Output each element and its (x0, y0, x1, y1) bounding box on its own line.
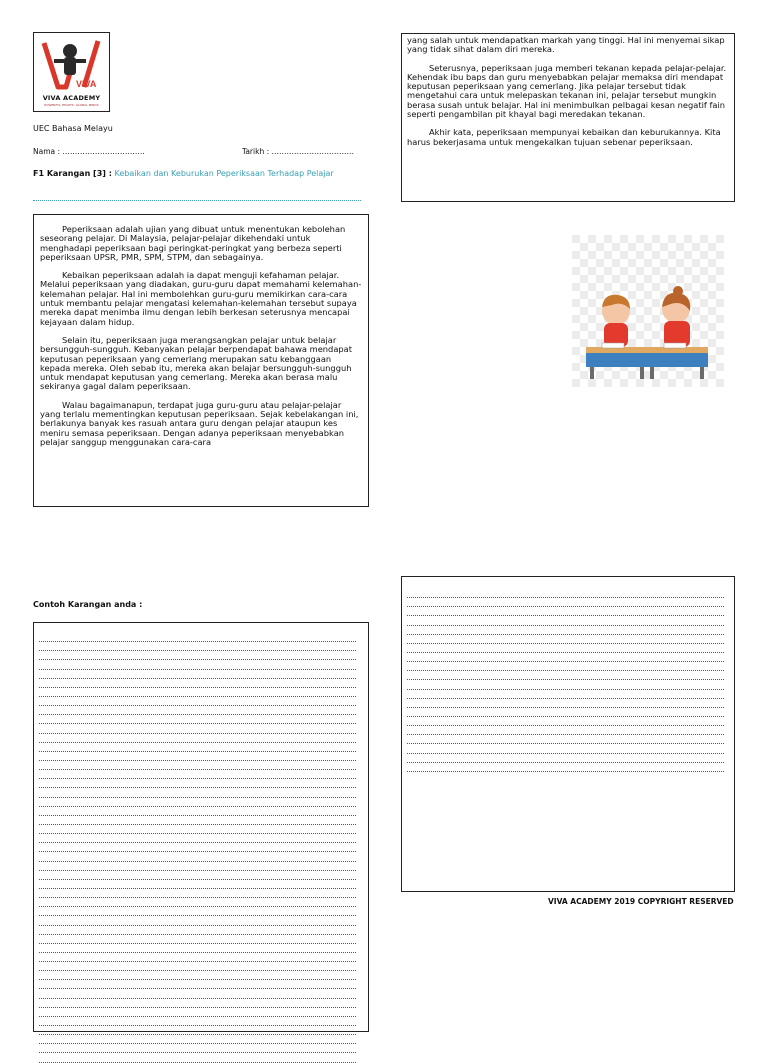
writing-line[interactable] (39, 779, 356, 788)
writing-line[interactable] (39, 962, 356, 971)
writing-line[interactable] (39, 816, 356, 825)
writing-line[interactable] (407, 671, 724, 680)
writing-line[interactable] (39, 734, 356, 743)
essay-paragraph: Walau bagaimanapun, terdapat juga guru-guru atau pelajar-pelajar yang terlalu mementingkan keputusan peperiksaan. Sejak kebelakangan ini, berlakunya banyak kes rasuah antara guru dengan pelajar ataupun kes meniru semasa peperiksaan. Dengan adanya peperiksaan menyebabkan pelajar sanggup menggunakan cara-cara (40, 399, 359, 447)
writing-line[interactable] (39, 852, 356, 861)
writing-line[interactable] (407, 717, 724, 726)
writing-line[interactable] (407, 763, 724, 772)
writing-line[interactable] (407, 653, 724, 662)
writing-line[interactable] (407, 662, 724, 671)
date-field[interactable]: Tarikh : …………………………… (242, 147, 354, 156)
writing-line[interactable] (39, 770, 356, 779)
writing-line[interactable] (39, 642, 356, 651)
writing-line[interactable] (39, 651, 356, 660)
writing-line[interactable] (407, 626, 724, 635)
writing-line[interactable] (39, 1008, 356, 1017)
writing-line[interactable] (39, 935, 356, 944)
writing-line[interactable] (407, 744, 724, 753)
writing-line[interactable] (39, 715, 356, 724)
writing-line[interactable] (39, 798, 356, 807)
writing-line[interactable] (39, 944, 356, 953)
writing-line[interactable] (39, 660, 356, 669)
writing-line[interactable] (39, 688, 356, 697)
writing-box-right[interactable] (401, 576, 735, 892)
name-field[interactable]: Nama : …………………………… (33, 147, 145, 156)
essay-paragraph: Selain itu, peperiksaan juga merangsangkan pelajar untuk belajar bersungguh-sungguh. Kebanyakan pelajar berpendapat bahawa mendapat keputusan peperiksaan yang cemerlang merupakan satu kebanggaan kepada mereka. Oleh sebab itu, mereka akan belajar bersungguh-sungguh untuk mendapat keputusan yang cemerlang. Mereka akan berasa malu sekiranya gagal dalam peperiksaan. (40, 334, 353, 392)
writing-line[interactable] (407, 690, 724, 699)
writing-line[interactable] (39, 999, 356, 1008)
essay-paragraph: yang salah untuk mendapatkan markah yang tinggi. Hal ini menyemai sikap yang tidak sihat dalam diri mereka. (407, 35, 725, 55)
svg-text:VIVA: VIVA (76, 79, 97, 89)
writing-line[interactable] (39, 834, 356, 843)
viva-academy-logo (33, 32, 110, 112)
essay-paragraph: Seterusnya, peperiksaan juga memberi tekanan kepada pelajar-pelajar. Kehendak ibu baps dan guru menyebabkan pelajar memaksa diri mendapat keputusan peperiksaan yang cemerlang. Jika pelajar tersebut tidak mengetahui cara untuk melepaskan tekanan ini, pelajar tersebut mungkin berasa susah untuk belajar. Hal ini menimbulkan pelbagai kesan negatif fain seperti pengambilan pit khayal bagi meredakan tekanan. (407, 62, 727, 120)
writing-line[interactable] (39, 971, 356, 980)
writing-line[interactable] (39, 724, 356, 733)
writing-line[interactable] (407, 644, 724, 653)
writing-line[interactable] (39, 916, 356, 925)
essay-paragraph: Kebaikan peperiksaan adalah ia dapat menguji kefahaman pelajar. Melalui peperiksaan yang diadakan, guru-guru dapat memahami kelemahan-kelemahan pelajar. Hal ini membolehkan guru-guru memikirkan cara-cara untuk membantu pelajar mengatasi kelemahan-kelemahan tersebut supaya mereka dapat menimba ilmu dengan lebih berkesan seterusnya mencapai kejayaan dalam hidup. (40, 270, 362, 327)
writing-line[interactable] (407, 726, 724, 735)
writing-line[interactable] (39, 743, 356, 752)
logo-brand-name: VIVA ACADEMY (42, 94, 101, 102)
viva-logo-mark-icon (40, 37, 102, 93)
writing-line[interactable] (39, 679, 356, 688)
writing-line[interactable] (39, 880, 356, 889)
writing-line[interactable] (407, 754, 724, 763)
writing-line[interactable] (39, 1035, 356, 1044)
title-divider (33, 200, 361, 201)
logo-tagline: POWERFUL HEARTS. GLOBAL MINDS (44, 103, 99, 107)
writing-line[interactable] (39, 843, 356, 852)
writing-line[interactable] (39, 1053, 356, 1062)
essay-paragraph: Akhir kata, peperiksaan mempunyai kebaikan dan keburukannya. Kita harus bekerjasama untuk mengekalkan tujuan sebenar peperiksaan. (407, 127, 721, 147)
writing-line[interactable] (39, 1017, 356, 1026)
writing-line[interactable] (39, 953, 356, 962)
writing-line[interactable] (407, 699, 724, 708)
writing-line[interactable] (39, 788, 356, 797)
writing-line[interactable] (39, 889, 356, 898)
writing-line[interactable] (39, 898, 356, 907)
writing-line[interactable] (39, 907, 356, 916)
writing-line[interactable] (407, 589, 724, 598)
writing-line[interactable] (39, 862, 356, 871)
writing-line[interactable] (39, 926, 356, 935)
essay-title: Kebaikan dan Keburukan Peperiksaan Terhadap Pelajar (114, 169, 334, 178)
writing-line[interactable] (39, 871, 356, 880)
students-studying-illustration (572, 235, 724, 387)
writing-line[interactable] (39, 761, 356, 770)
writing-line[interactable] (39, 1026, 356, 1035)
writing-line[interactable] (407, 680, 724, 689)
writing-line[interactable] (407, 635, 724, 644)
writing-line[interactable] (39, 752, 356, 761)
subject-label: UEC Bahasa Melayu (33, 124, 113, 133)
essay-paragraph: Peperiksaan adalah ujian yang dibuat untuk menentukan kebolehan seseorang pelajar. Di Malaysia, pelajar-pelajar dikehendaki untuk menghadapi peperiksaan bagi peringkat-peringkat yang berbeza seperti peperiksaan UPSR, PMR, SPM, STPM, dan sebagainya. (40, 224, 346, 262)
exercise-title (33, 169, 334, 178)
writing-line[interactable] (407, 708, 724, 717)
copyright-notice: VIVA ACADEMY 2019 COPYRIGHT RESERVED (548, 897, 734, 906)
essay-box-part-2 (401, 33, 735, 202)
writing-line[interactable] (39, 980, 356, 989)
writing-line[interactable] (39, 633, 356, 642)
writing-line[interactable] (407, 598, 724, 607)
writing-line[interactable] (39, 825, 356, 834)
exercise-code: F1 Karangan [3] : (33, 169, 112, 178)
writing-line[interactable] (39, 1044, 356, 1053)
writing-line[interactable] (39, 807, 356, 816)
writing-line[interactable] (407, 616, 724, 625)
writing-line[interactable] (39, 989, 356, 998)
writing-line[interactable] (407, 735, 724, 744)
students-studying-icon (572, 235, 724, 387)
writing-line[interactable] (39, 697, 356, 706)
writing-line[interactable] (407, 607, 724, 616)
essay-box-part-1 (33, 214, 369, 507)
writing-line[interactable] (39, 706, 356, 715)
writing-box-left[interactable] (33, 622, 369, 1032)
writing-prompt-label: Contoh Karangan anda : (33, 600, 143, 609)
writing-line[interactable] (39, 670, 356, 679)
